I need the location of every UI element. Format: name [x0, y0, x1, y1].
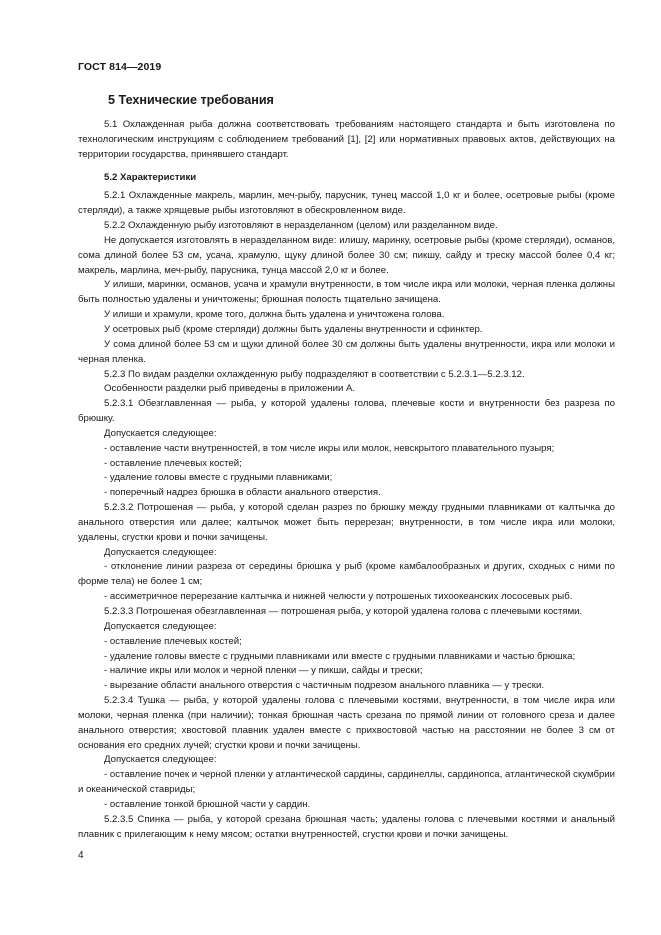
- paragraph-5-2-3-5: 5.2.3.5 Спинка — рыба, у которой срезана брюшная часть; удалены голова с плечевыми костями и анальный плавник с прилегающим к нему мясом; остатки внутренностей, сгустки крови и почки зачищены.: [78, 813, 615, 840]
- paragraph-5-2-1: 5.2.1 Охлажденные макрель, марлин, меч-рыбу, парусник, тунец массой 1,0 кг и более, осетровые рыбы (кроме стерляди), а также хрящевые рыбы изготовляют в обескровленном виде.: [78, 190, 615, 217]
- subsection-title-5-2: 5.2 Характеристики: [104, 171, 197, 183]
- paragraph-allowed-3: Допускается следующее:: [104, 620, 217, 632]
- paragraph-5-2-3-3: 5.2.3.3 Потрошеная обезглавленная — потрошеная рыба, у которой удалена голова с плечевыми костями.: [104, 606, 583, 617]
- list-item: - удаление головы вместе с грудными плавниками или вместе с грудными плавниками и частью брюшка;: [104, 650, 576, 662]
- paragraph-5-1: 5.1 Охлажденная рыба должна соответствовать требованиям настоящего стандарта и быть изготовлена по технологическим инструкциям с соблюдением требований [1], [2] или нормативных правовых актов, действующих на территории государства, принявшего стандарт.: [78, 119, 615, 160]
- paragraph-5-2-2: 5.2.2 Охлажденную рыбу изготовляют в неразделанном (целом) или разделанном виде.: [104, 220, 498, 232]
- list-item: - оставление части внутренностей, в том числе икры или молок, невскрытого плавательного пузыря;: [104, 442, 555, 454]
- list-item: - удаление головы вместе с грудными плавниками;: [104, 472, 333, 484]
- page-number: 4: [78, 850, 84, 861]
- list-item: - оставление плечевых костей;: [104, 635, 242, 647]
- paragraph-sturgeon: У осетровых рыб (кроме стерляди) должны быть удалены внутренности и сфинктер.: [104, 323, 483, 335]
- page-content: [78, 90, 615, 843]
- paragraph-catfish-pike: У сома длиной более 53 см и щуки длиной более 30 см должны быть удалены внутренности, икра или молоки и черная пленка.: [78, 338, 615, 365]
- list-item: - оставление тонкой брюшной части у сардин.: [104, 798, 311, 810]
- list-item: - оставление плечевых костей;: [104, 457, 242, 469]
- standard-header: ГОСТ 814—2019: [78, 61, 162, 73]
- paragraph-allowed-1: Допускается следующее:: [104, 427, 217, 439]
- paragraph-5-2-3-4: 5.2.3.4 Тушка — рыба, у которой удалены голова с плечевыми костями, внутренности, в том числе икра или молоки, черная пленка (при наличии); тонкая брюшная часть срезана по прямой линии от головного среза и далее анального отверстия; хвостовой плавник удален вместе с прихвостовой частью на расстоянии не более 3 см от основания его средних лучей; сгустки крови и почки зачищены.: [78, 695, 615, 751]
- paragraph-not-allowed: Не допускается изготовлять в неразделанном виде: илишу, маринку, осетровые рыбы (кроме стерляди), османов, сома длиной более 53 см, усача, храмулю, щуку длиной более 30 см; пикшу, сайду и треску массой более 0,4 кг; макрель, марлина, меч-рыбу, парусника, тунца массой 2,0 кг и более.: [78, 234, 615, 276]
- list-item: - поперечный надрез брюшка в области анального отверстия.: [104, 487, 381, 499]
- list-item: - ассиметричное перерезание калтычка и нижней челюсти у потрошеных тихоокеанских лососевых рыб.: [104, 591, 573, 603]
- paragraph-annex-note: Особенности разделки рыб приведены в приложении А.: [104, 383, 356, 395]
- paragraph-ilisha-entrails: У илиши, маринки, османов, усача и храмули внутренности, в том числе икра или молоки, черная пленка должны быть полностью удалены и уничтожены; брюшная полость тщательно зачищена.: [78, 279, 615, 306]
- paragraph-allowed-4: Допускается следующее:: [104, 754, 217, 766]
- paragraph-5-2-3: 5.2.3 По видам разделки охлажденную рыбу подразделяют в соответствии с 5.2.3.1—5.2.3.12.: [104, 368, 525, 380]
- list-item: - наличие икры или молок и черной пленки — у пикши, сайды и трески;: [104, 665, 423, 677]
- list-item: - вырезание области анального отверстия с частичным подрезом анального плавника — у трески.: [104, 680, 544, 692]
- paragraph-5-2-3-2: 5.2.3.2 Потрошеная — рыба, у которой сделан разрез по брюшку между грудными плавниками от калтычка до анального отверстия или далее; калтычок может быть перерезан; внутренности, в том числе икра или молоки, удалены, сгустки крови и почки зачищены.: [78, 502, 615, 543]
- paragraph-ilisha-head: У илиши и храмули, кроме того, должна быть удалена и уничтожена голова.: [104, 309, 445, 321]
- section-title: 5 Технические требования: [108, 93, 274, 107]
- paragraph-allowed-2: Допускается следующее:: [104, 546, 217, 558]
- list-item: - отклонение линии разреза от середины брюшка у рыб (кроме камбалообразных и других, сходных с ними по форме тела) не более 1 см;: [78, 561, 615, 588]
- list-item: - оставление почек и черной пленки у атлантической сардины, сардинеллы, сардинопса, атлантической скумбрии и океанической ставриды;: [78, 769, 615, 796]
- paragraph-5-2-3-1: 5.2.3.1 Обезглавленная — рыба, у которой удалены голова, плечевые кости и внутренности без разреза по брюшку.: [78, 398, 615, 425]
